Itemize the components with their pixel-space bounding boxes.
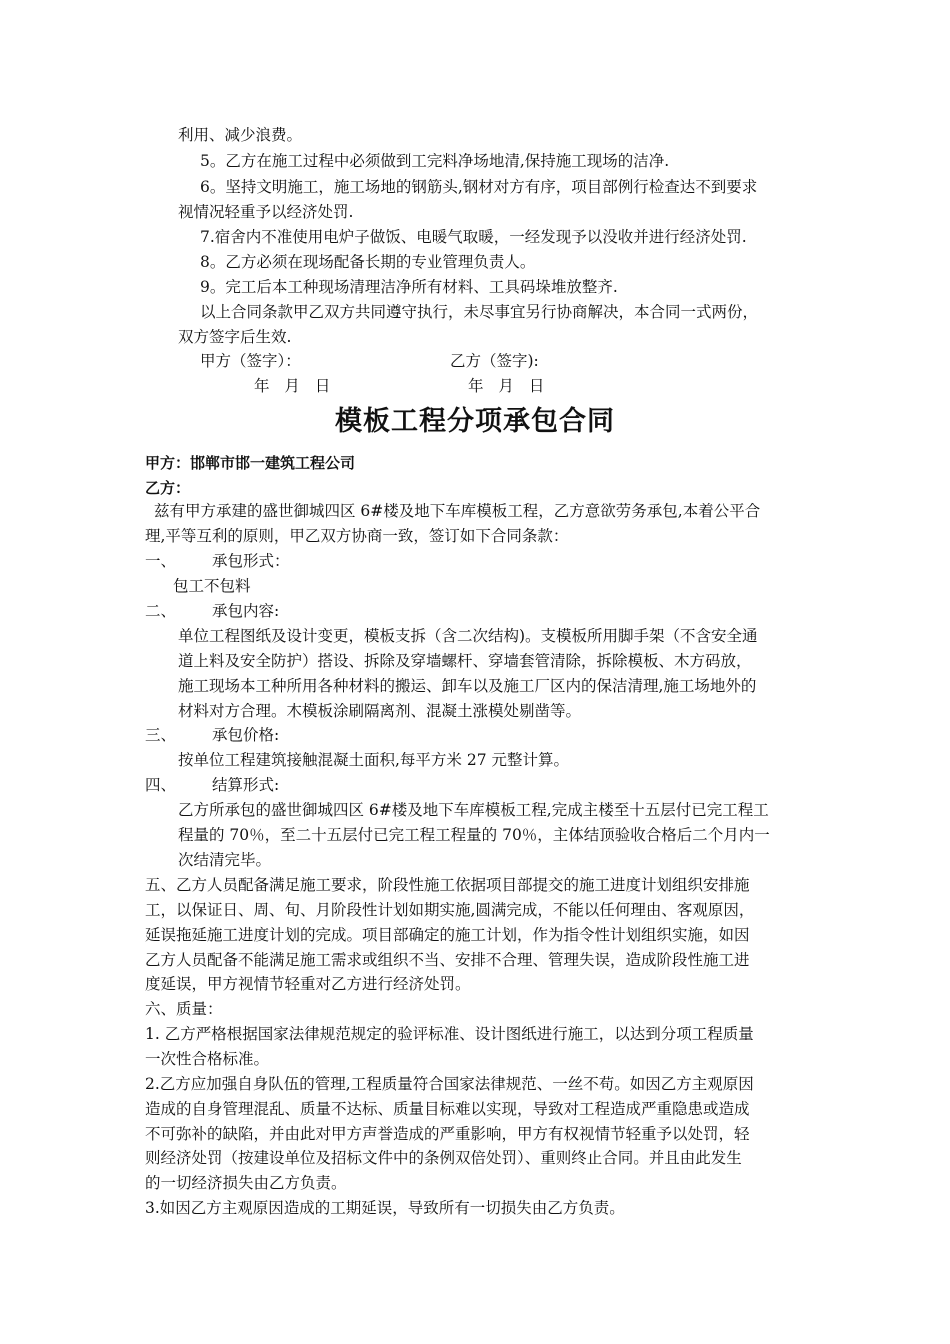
text-line: 5。乙方在施工过程中必须做到工完料净场地清,保持施工现场的洁净. — [200, 152, 670, 170]
section-body-line: 程量的 70％，至二十五层付已完工程工程量的 70％，主体结顶验收合格后二个月内一 — [178, 826, 770, 844]
section-body-line: 施工现场本工种所用各种材料的搬运、卸车以及施工厂区内的保洁清理,施工场地外的 — [178, 677, 757, 695]
paragraph-line: 造成的自身管理混乱、质量不达标、质量目标难以实现，导致对工程造成严重隐患或造成 — [145, 1100, 750, 1118]
section-body-line: 单位工程图纸及设计变更，模板支拆（含二次结构)。支模板所用脚手架（不含安全通 — [178, 627, 758, 645]
section-heading: 结算形式: — [212, 776, 280, 794]
date-party-b: 年 月 日 — [468, 377, 545, 395]
paragraph-line: 3.如因乙方主观原因造成的工期延误，导致所有一切损失由乙方负责。 — [145, 1199, 625, 1217]
paragraph-line: 1. 乙方严格根据国家法律规范规定的验评标准、设计图纸进行施工，以达到分项工程质量 — [145, 1025, 754, 1043]
text-line: 8。乙方必须在现场配备长期的专业管理负责人。 — [200, 253, 536, 271]
text-line: 9。完工后本工种现场清理洁净所有材料、工具码垛堆放整齐. — [200, 278, 618, 296]
paragraph-line: 度延误，甲方视情节轻重对乙方进行经济处罚。 — [145, 975, 471, 993]
paragraph-line: 五、乙方人员配备满足施工要求，阶段性施工依据项目部提交的施工进度计划组织安排施 — [145, 876, 750, 894]
date-party-a: 年 月 日 — [254, 377, 331, 395]
section-heading: 承包价格: — [212, 726, 280, 744]
signature-party-a: 甲方（签字）： — [200, 352, 301, 370]
party-b: 乙方： — [145, 479, 191, 497]
text-line: 以上合同条款甲乙双方共同遵守执行，未尽事宜另行协商解决，本合同一式两份， — [200, 303, 759, 321]
section-number: 三、 — [145, 726, 177, 744]
section-body-line: 乙方所承包的盛世御城四区 6#楼及地下车库模板工程,完成主楼至十五层付已完工程工 — [178, 801, 769, 819]
paragraph-line: 六、质量： — [145, 1000, 223, 1018]
paragraph-line: 不可弥补的缺陷，并由此对甲方声誉造成的严重影响，甲方有权视情节轻重予以处罚，轻 — [145, 1125, 750, 1143]
section-body-line: 包工不包料 — [173, 577, 251, 595]
paragraph-line: 延误拖延施工进度计划的完成。项目部确定的施工计划，作为指令性计划组织实施，如因 — [145, 926, 750, 944]
contract-title: 模板工程分项承包合同 — [335, 406, 615, 437]
section-body-line: 道上料及安全防护）搭设、拆除及穿墙螺杆、穿墙套管清除，拆除模板、木方码放， — [178, 652, 752, 670]
text-line: 利用、减少浪费。 — [178, 126, 303, 144]
section-number: 四、 — [145, 776, 177, 794]
paragraph-line: 的一切经济损失由乙方负责。 — [145, 1174, 347, 1192]
section-body-line: 次结清完毕。 — [178, 851, 272, 869]
text-line: 双方签字后生效. — [178, 328, 292, 346]
section-number: 二、 — [145, 602, 177, 620]
paragraph-line: 乙方人员配备不能满足施工需求或组织不当、安排不合理、管理失误，造成阶段性施工进 — [145, 951, 750, 969]
text-line: 6。坚持文明施工，施工场地的钢筋头,钢材对方有序，项目部例行检查达不到要求 — [200, 178, 758, 196]
intro-line: 理,平等互利的原则，甲乙双方协商一致，签订如下合同条款： — [145, 527, 569, 545]
section-number: 一、 — [145, 552, 177, 570]
text-line: 视情况轻重予以经济处罚. — [178, 203, 354, 221]
paragraph-line: 一次性合格标准。 — [145, 1050, 270, 1068]
paragraph-line: 工，以保证日、周、旬、月阶段性计划如期实施,圆满完成，不能以任何理由、客观原因， — [145, 901, 755, 919]
signature-party-b: 乙方（签字): — [450, 352, 539, 370]
section-heading: 承包内容: — [212, 602, 280, 620]
section-body-line: 按单位工程建筑接触混凝土面积,每平方米 27 元整计算。 — [178, 751, 570, 769]
paragraph-line: 则经济处罚（按建设单位及招标文件中的条例双倍处罚）、重则终止合同。并且由此发生 — [145, 1149, 742, 1167]
intro-line: 兹有甲方承建的盛世御城四区 6#楼及地下车库模板工程，乙方意欲劳务承包,本着公平合 — [154, 502, 761, 520]
paragraph-line: 2.乙方应加强自身队伍的管理,工程质量符合国家法律规范、一丝不苟。如因乙方主观原因 — [145, 1075, 754, 1093]
section-heading: 承包形式： — [212, 552, 290, 570]
section-body-line: 材料对方合理。木模板涂刷隔离剂、混凝土涨模处剔凿等。 — [178, 702, 582, 720]
text-line: 7.宿舍内不准使用电炉子做饭、电暖气取暖，一经发现予以没收并进行经济处罚. — [200, 228, 747, 246]
party-a: 甲方：邯郸市邯一建筑工程公司 — [145, 454, 356, 472]
